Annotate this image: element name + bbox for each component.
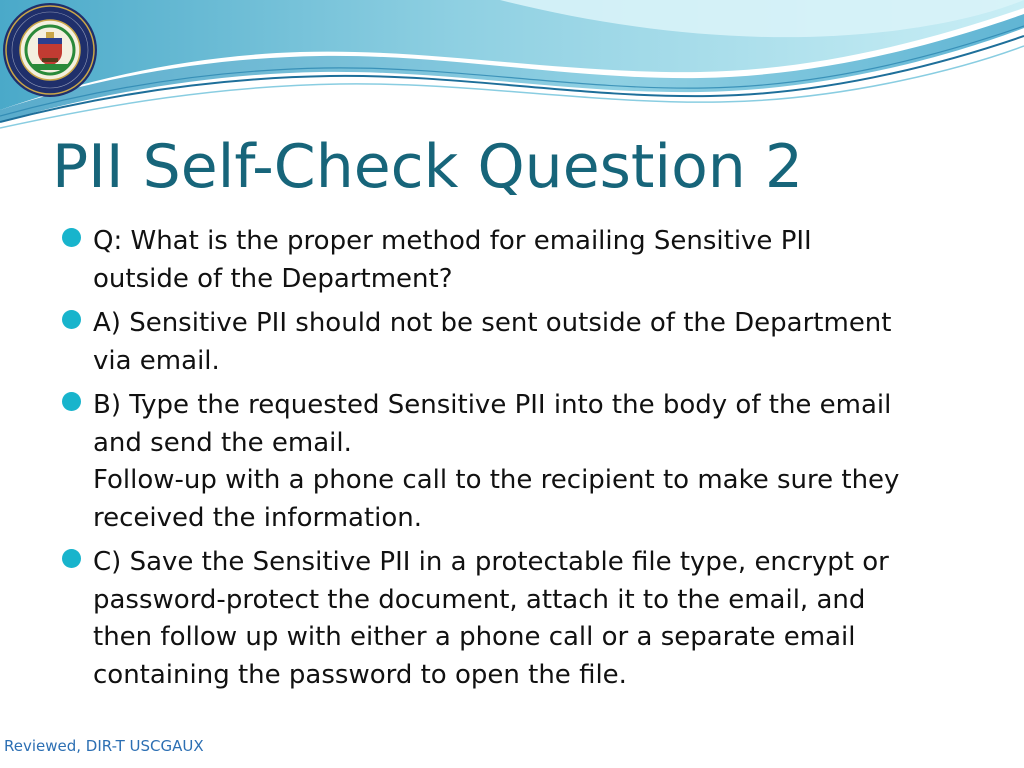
bullet-line: A) Sensitive PII should not be sent outside of the Department	[93, 308, 892, 338]
bullet-answer-b	[62, 387, 962, 537]
bullet-line: Q: What is the proper method for emailing Sensitive PII	[93, 226, 812, 256]
bullet-list	[62, 223, 962, 701]
bullet-line: Follow-up with a phone call to the recipient to make sure they	[93, 465, 900, 495]
bullet-dot-icon	[62, 310, 81, 329]
bullet-dot-icon	[62, 549, 81, 568]
bullet-line: password-protect the document, attach it to the email, and	[93, 584, 866, 615]
uscg-auxiliary-seal-logo	[2, 2, 98, 98]
bullet-line: and send the email.	[93, 427, 352, 458]
bullet-line: C) Save the Sensitive PII in a protectable file type, encrypt or	[93, 547, 889, 577]
bullet-answer-a	[62, 305, 962, 380]
bullet-line: containing the password to open the file.	[93, 659, 627, 690]
bullet-line: outside of the Department?	[93, 263, 453, 294]
bullet-line: then follow up with either a phone call or a separate email	[93, 622, 856, 652]
bullet-question	[62, 223, 962, 298]
bullet-answer-c	[62, 544, 962, 694]
bullet-dot-icon	[62, 228, 81, 247]
slide-title: PII Self-Check Question 2	[52, 132, 804, 202]
bullet-line: B) Type the requested Sensitive PII into the body of the email	[93, 390, 892, 420]
header-wave-decoration	[0, 0, 1024, 130]
bullet-dot-icon	[62, 392, 81, 411]
footer-review-note: Reviewed, DIR-T USCGAUX	[4, 737, 204, 755]
bullet-line: via email.	[93, 345, 220, 376]
bullet-line: received the information.	[93, 502, 423, 533]
